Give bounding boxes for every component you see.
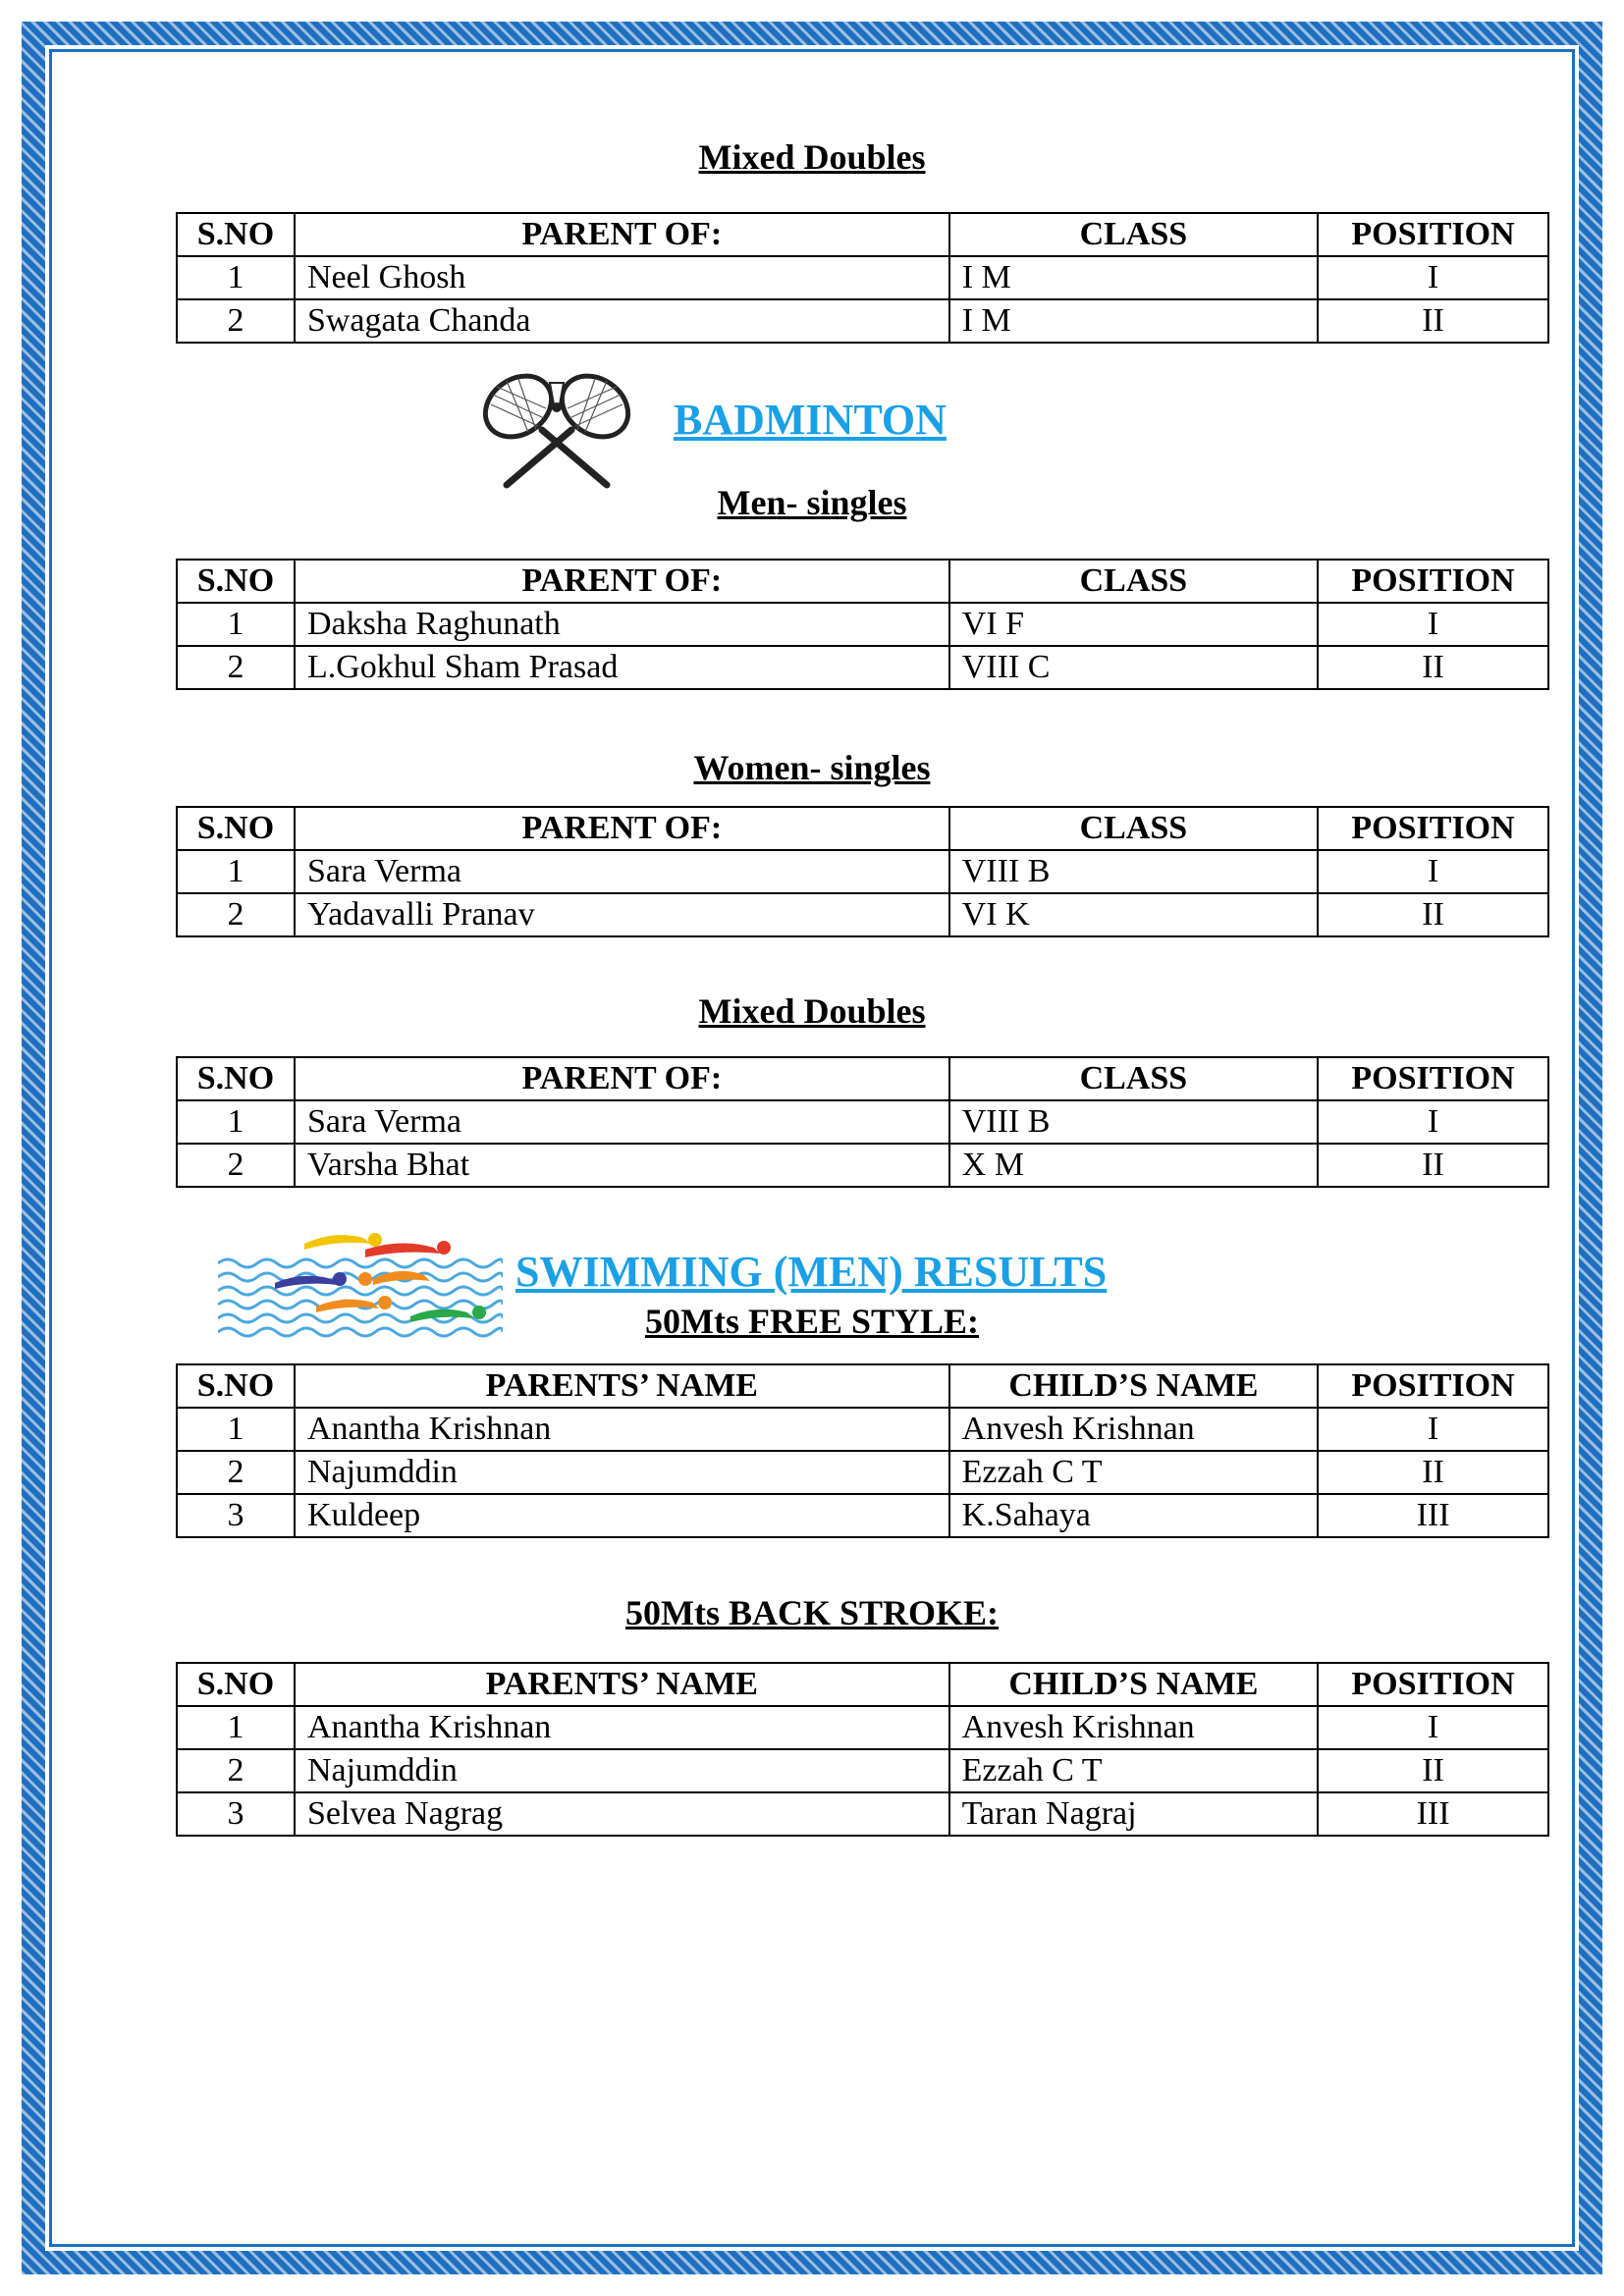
table-row: [177, 603, 1548, 646]
table-cell: I: [1318, 1408, 1548, 1451]
table-cell: Anantha Krishnan: [295, 1706, 949, 1749]
column-header: POSITION: [1318, 213, 1548, 256]
back-stroke-title: 50Mts BACK STROKE:: [624, 1593, 1000, 1632]
column-header: POSITION: [1318, 807, 1548, 850]
table-cell: 2: [177, 1144, 295, 1187]
table-cell: Yadavalli Pranav: [295, 893, 949, 936]
table-cell: VIII C: [949, 646, 1318, 689]
table-cell: I: [1318, 603, 1548, 646]
table-cell: VIII B: [949, 850, 1318, 893]
column-header: S.NO: [177, 1364, 295, 1408]
badminton-title: BADMINTON: [674, 396, 947, 444]
table-row: [177, 1792, 1548, 1836]
table-row: [177, 1706, 1548, 1749]
table-cell: Neel Ghosh: [295, 256, 949, 299]
table-cell: 1: [177, 1408, 295, 1451]
table-cell: II: [1318, 893, 1548, 936]
table-cell: Ezzah C T: [949, 1451, 1318, 1494]
column-header: CHILD’S NAME: [949, 1663, 1318, 1706]
table-cell: VI F: [949, 603, 1318, 646]
table-row: [177, 850, 1548, 893]
table-cell: 1: [177, 850, 295, 893]
table-cell: Najumddin: [295, 1749, 949, 1792]
table-cell: 3: [177, 1494, 295, 1537]
column-header: PARENT OF:: [295, 1057, 949, 1100]
table-cell: Najumddin: [295, 1451, 949, 1494]
table-cell: II: [1318, 299, 1548, 343]
table-row: [177, 1451, 1548, 1494]
women-singles-title: Women- singles: [693, 748, 931, 787]
table-cell: Sara Verma: [295, 1100, 949, 1144]
table-row: [177, 299, 1548, 343]
column-header: CLASS: [949, 1057, 1318, 1100]
table-cell: I M: [949, 299, 1318, 343]
table-cell: 1: [177, 256, 295, 299]
free-style-table: [176, 1363, 1549, 1538]
men-singles-table: [176, 559, 1549, 690]
column-header: PARENT OF:: [295, 560, 949, 603]
table-header-row: [177, 560, 1548, 603]
column-header: PARENT OF:: [295, 807, 949, 850]
table-header-row: [177, 807, 1548, 850]
table-row: [177, 1494, 1548, 1537]
badminton-rackets-icon: [467, 365, 646, 493]
table-cell: 1: [177, 1706, 295, 1749]
table-cell: 2: [177, 1451, 295, 1494]
table-row: [177, 646, 1548, 689]
table-cell: Kuldeep: [295, 1494, 949, 1537]
column-header: PARENTS’ NAME: [295, 1663, 949, 1706]
badminton-mixed-doubles-title: Mixed Doubles: [698, 991, 926, 1031]
column-header: S.NO: [177, 1663, 295, 1706]
table-cell: 2: [177, 299, 295, 343]
table-cell: 2: [177, 646, 295, 689]
table-cell: Taran Nagraj: [949, 1792, 1318, 1836]
column-header: CLASS: [949, 213, 1318, 256]
table-cell: Anvesh Krishnan: [949, 1706, 1318, 1749]
table-header-row: [177, 1364, 1548, 1408]
column-header: POSITION: [1318, 560, 1548, 603]
women-singles-table: [176, 806, 1549, 937]
table-cell: II: [1318, 1451, 1548, 1494]
table-cell: I: [1318, 256, 1548, 299]
men-singles-title: Men- singles: [717, 483, 907, 522]
column-header: S.NO: [177, 213, 295, 256]
table-header-row: [177, 1663, 1548, 1706]
table-cell: I: [1318, 850, 1548, 893]
mixed-doubles-title: Mixed Doubles: [698, 137, 926, 177]
table-cell: III: [1318, 1494, 1548, 1537]
column-header: PARENTS’ NAME: [295, 1364, 949, 1408]
table-cell: K.Sahaya: [949, 1494, 1318, 1537]
table-row: [177, 1144, 1548, 1187]
table-cell: L.Gokhul Sham Prasad: [295, 646, 949, 689]
table-cell: 1: [177, 603, 295, 646]
column-header: POSITION: [1318, 1663, 1548, 1706]
table-cell: II: [1318, 1749, 1548, 1792]
column-header: CHILD’S NAME: [949, 1364, 1318, 1408]
table-cell: 1: [177, 1100, 295, 1144]
table-cell: III: [1318, 1792, 1548, 1836]
table-cell: II: [1318, 646, 1548, 689]
mixed-doubles-table: [176, 212, 1549, 344]
column-header: POSITION: [1318, 1057, 1548, 1100]
column-header: CLASS: [949, 807, 1318, 850]
table-cell: Anantha Krishnan: [295, 1408, 949, 1451]
table-cell: II: [1318, 1144, 1548, 1187]
column-header: POSITION: [1318, 1364, 1548, 1408]
table-row: [177, 256, 1548, 299]
table-cell: Sara Verma: [295, 850, 949, 893]
table-row: [177, 1749, 1548, 1792]
table-cell: X M: [949, 1144, 1318, 1187]
table-row: [177, 1408, 1548, 1451]
table-row: [177, 1100, 1548, 1144]
table-header-row: [177, 213, 1548, 256]
table-cell: 2: [177, 893, 295, 936]
column-header: S.NO: [177, 560, 295, 603]
column-header: S.NO: [177, 1057, 295, 1100]
table-cell: Daksha Raghunath: [295, 603, 949, 646]
table-cell: Varsha Bhat: [295, 1144, 949, 1187]
table-cell: 2: [177, 1749, 295, 1792]
back-stroke-table: [176, 1662, 1549, 1837]
table-cell: VI K: [949, 893, 1318, 936]
table-cell: Anvesh Krishnan: [949, 1408, 1318, 1451]
table-cell: VIII B: [949, 1100, 1318, 1144]
column-header: S.NO: [177, 807, 295, 850]
table-cell: Selvea Nagrag: [295, 1792, 949, 1836]
table-row: [177, 893, 1548, 936]
swimming-title: SWIMMING (MEN) RESULTS: [515, 1248, 1108, 1296]
table-cell: I: [1318, 1100, 1548, 1144]
table-cell: I: [1318, 1706, 1548, 1749]
table-cell: 3: [177, 1792, 295, 1836]
free-style-title: 50Mts FREE STYLE:: [644, 1302, 980, 1341]
table-header-row: [177, 1057, 1548, 1100]
table-cell: Ezzah C T: [949, 1749, 1318, 1792]
badminton-mixed-doubles-table: [176, 1056, 1549, 1188]
column-header: PARENT OF:: [295, 213, 949, 256]
column-header: CLASS: [949, 560, 1318, 603]
table-cell: Swagata Chanda: [295, 299, 949, 343]
table-cell: I M: [949, 256, 1318, 299]
